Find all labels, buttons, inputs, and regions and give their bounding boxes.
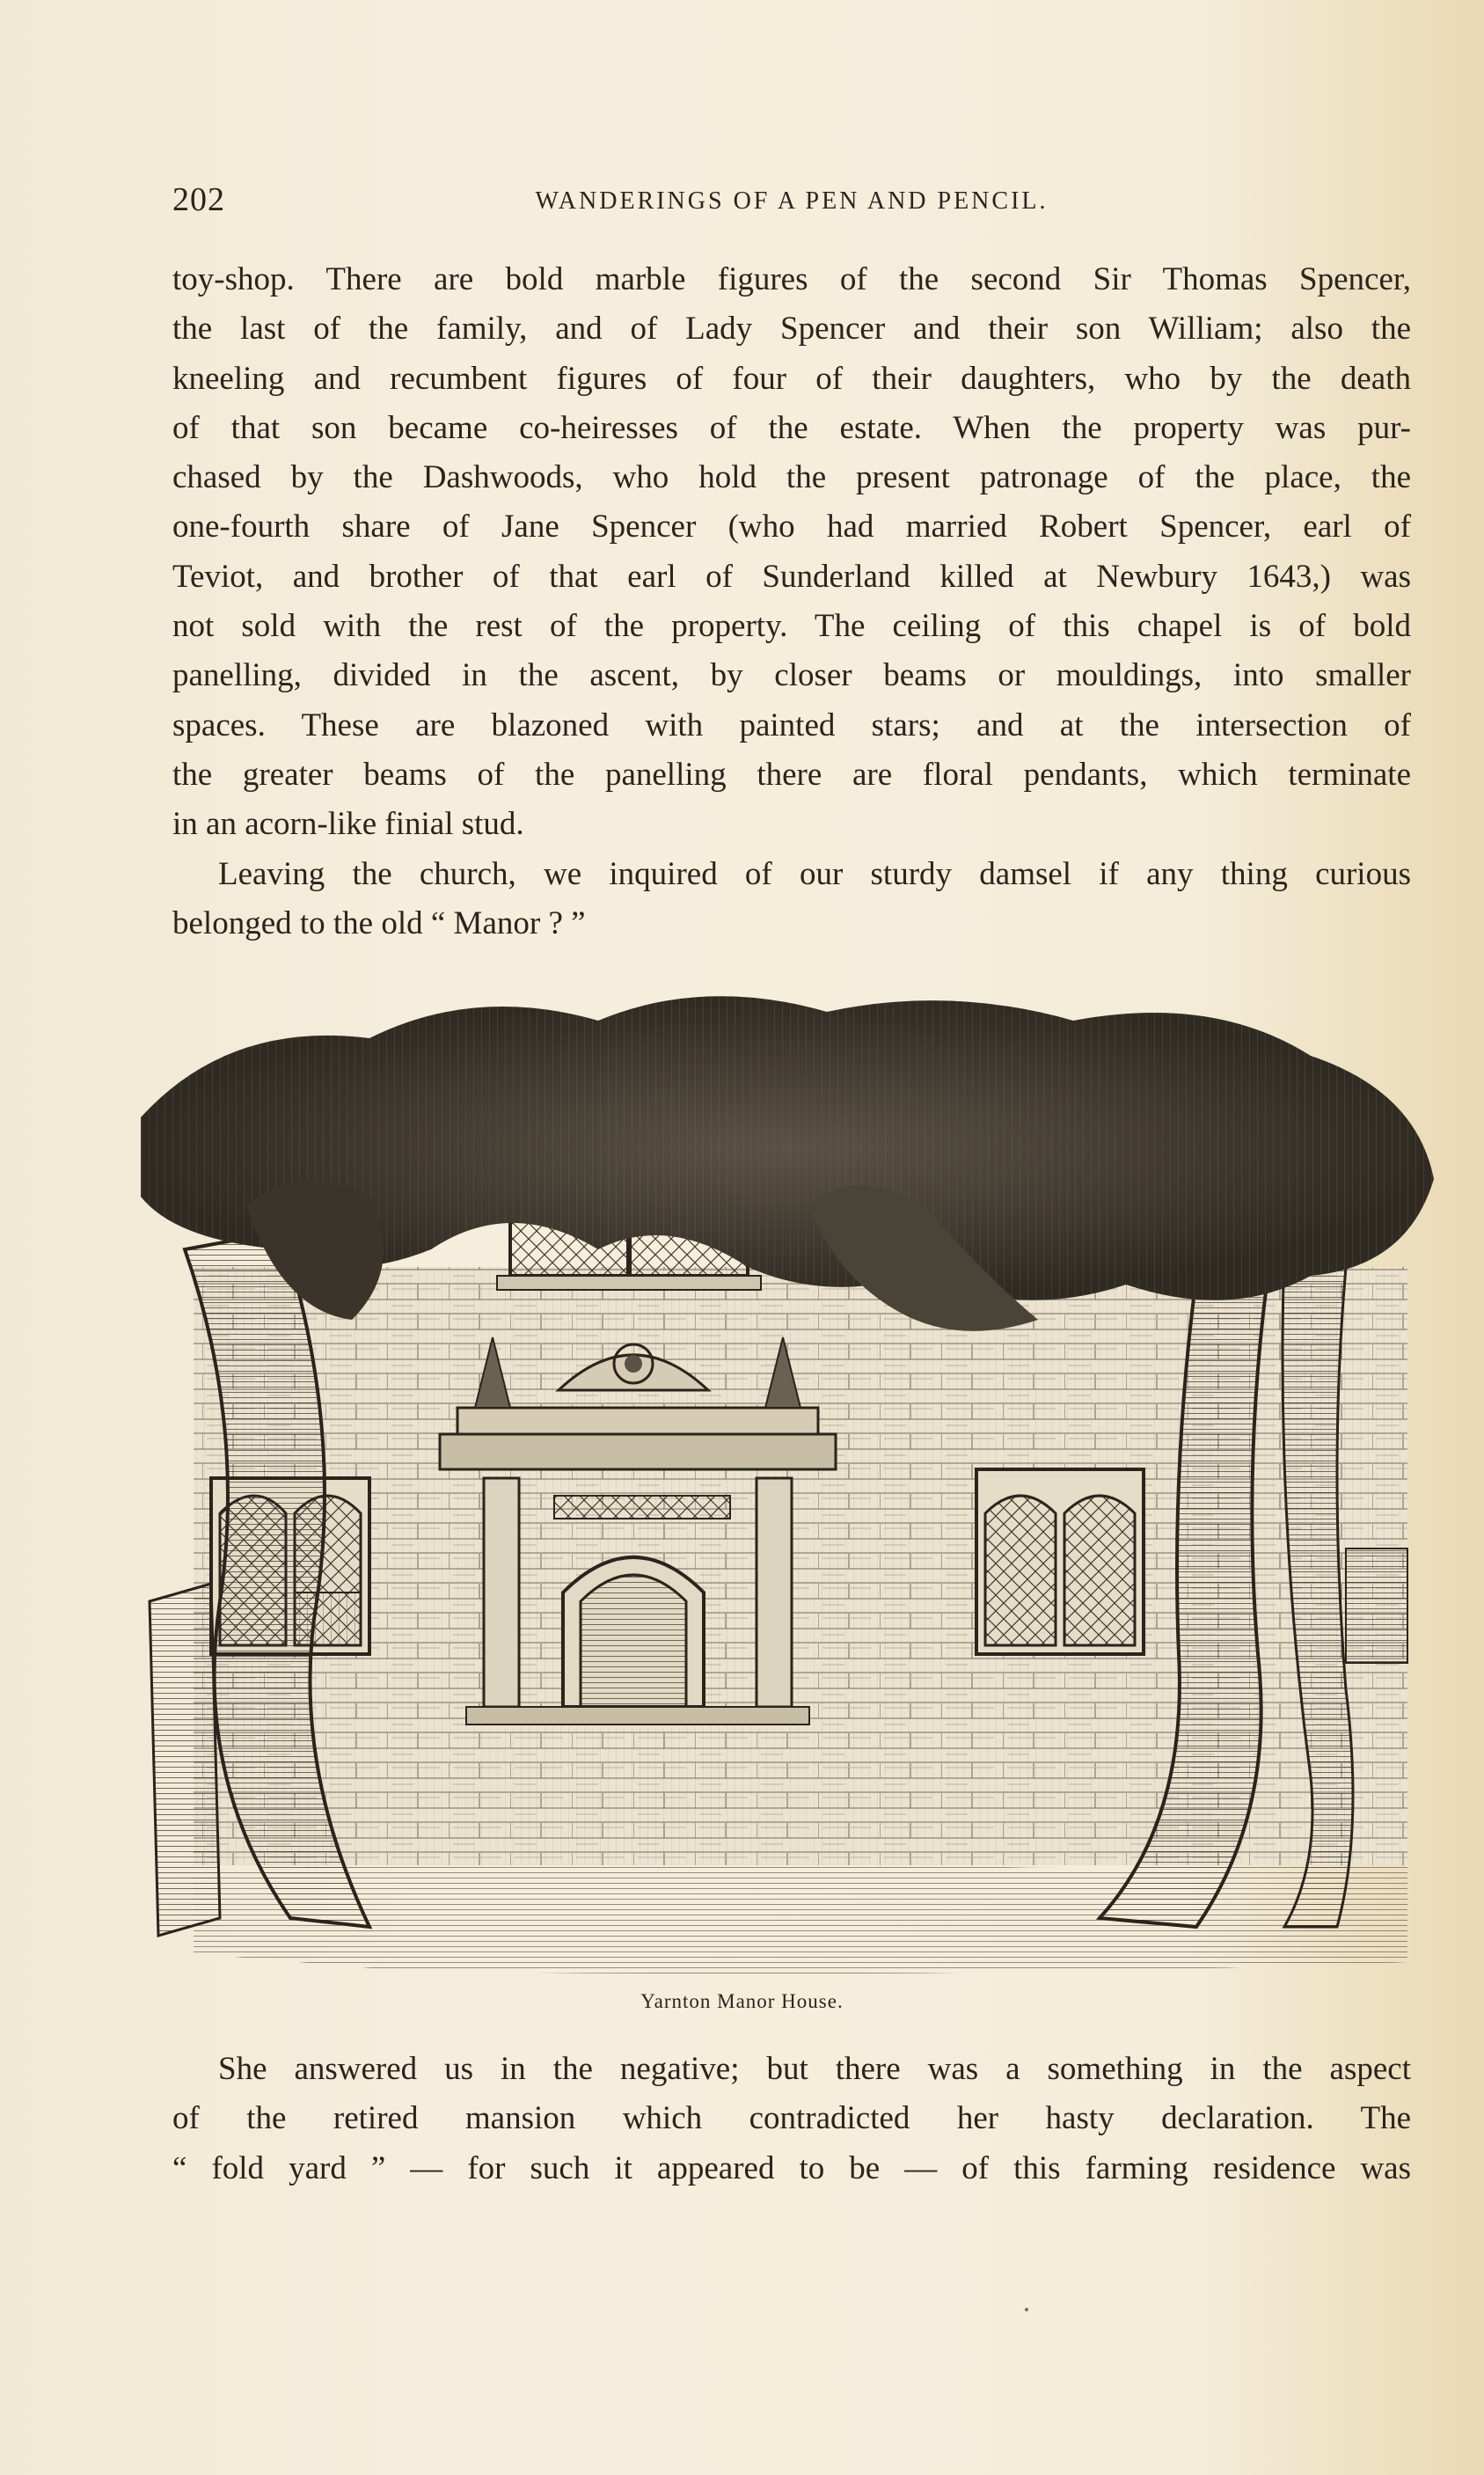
text-line: “ fold yard ” — for such it appeared to be — of this farming residence was xyxy=(172,2149,1411,2186)
text-line: belonged to the old “ Manor ? ” xyxy=(172,904,586,941)
text-line: of that son became co-heiresses of the estate. When the property was pur- xyxy=(172,409,1411,446)
body-text-top xyxy=(172,255,1411,948)
text-line: Leaving the church, we inquired of our sturdy damsel if any thing curious xyxy=(218,855,1411,892)
text-line: kneeling and recumbent figures of four of their daughters, who by the death xyxy=(172,360,1411,397)
illustration-caption: Yarnton Manor House. xyxy=(640,1990,844,2012)
paper-speck xyxy=(1025,2308,1028,2311)
body-text-bottom xyxy=(172,2045,1411,2193)
text-line: the last of the family, and of Lady Spencer and their son William; also the xyxy=(172,311,1411,348)
text-line: chased by the Dashwoods, who hold the present patronage of the place, the xyxy=(172,459,1411,496)
text-line: the greater beams of the panelling there are floral pendants, which terminate xyxy=(172,756,1411,793)
running-head: WANDERINGS OF A PEN AND PENCIL. xyxy=(535,187,1049,215)
text-line: She answered us in the negative; but there was a something in the aspect xyxy=(218,2051,1411,2087)
page-number: 202 xyxy=(172,181,225,218)
engraving-illustration xyxy=(141,985,1434,1980)
text-line: Teviot, and brother of that earl of Sunderland killed at Newbury 1643,) was xyxy=(172,558,1411,595)
text-line: of the retired mansion which contradicted her hasty declaration. The xyxy=(172,2100,1411,2137)
text-line: in an acorn-like finial stud. xyxy=(172,806,524,843)
text-line: spaces. These are blazoned with painted stars; and at the intersection of xyxy=(172,707,1411,743)
text-line: toy-shop. There are bold marble figures of the second Sir Thomas Spencer, xyxy=(172,261,1411,297)
text-line: not sold with the rest of the property. The ceiling of this chapel is of bold xyxy=(172,608,1411,645)
page-header xyxy=(172,180,1411,224)
text-line: one-fourth share of Jane Spencer (who had married Robert Spencer, earl of xyxy=(172,509,1411,546)
text-line: panelling, divided in the ascent, by closer beams or mouldings, into smaller xyxy=(172,657,1411,694)
